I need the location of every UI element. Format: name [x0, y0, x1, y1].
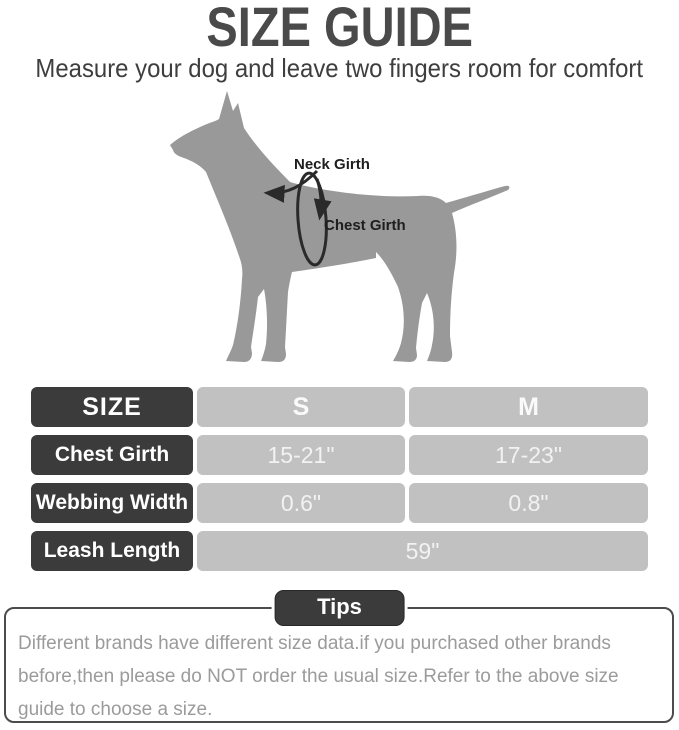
- row-label-leash-length: Leash Length: [31, 531, 193, 571]
- row-label-chest-girth: Chest Girth: [31, 435, 193, 475]
- page-subtitle-wrap: [0, 53, 679, 84]
- page-subtitle: Measure your dog and leave two fingers room for comfort: [35, 53, 644, 83]
- size-table: [31, 387, 648, 571]
- table-header-size: SIZE: [31, 387, 193, 427]
- webbing-width-m-value: 0.8": [409, 483, 648, 523]
- chest-girth-label: Chest Girth: [324, 217, 406, 234]
- webbing-width-s-value: 0.6": [197, 483, 405, 523]
- tips-badge: Tips: [274, 590, 405, 626]
- page-title-wrap: [0, 0, 679, 59]
- neck-girth-label: Neck Girth: [294, 156, 370, 173]
- chest-girth-s-value: 15-21": [197, 435, 405, 475]
- page-title: SIZE GUIDE: [206, 0, 473, 58]
- table-header-s: S: [197, 387, 405, 427]
- chest-girth-m-value: 17-23": [409, 435, 648, 475]
- dog-measurement-diagram: [140, 88, 540, 380]
- table-header-m: M: [409, 387, 648, 427]
- row-label-webbing-width: Webbing Width: [31, 483, 193, 523]
- leash-length-value: 59": [197, 531, 648, 571]
- tips-text: Different brands have different size data.if you purchased other brands before,then please do NOT order the usual size.Refer to the above size guide to choose a size.: [18, 633, 619, 720]
